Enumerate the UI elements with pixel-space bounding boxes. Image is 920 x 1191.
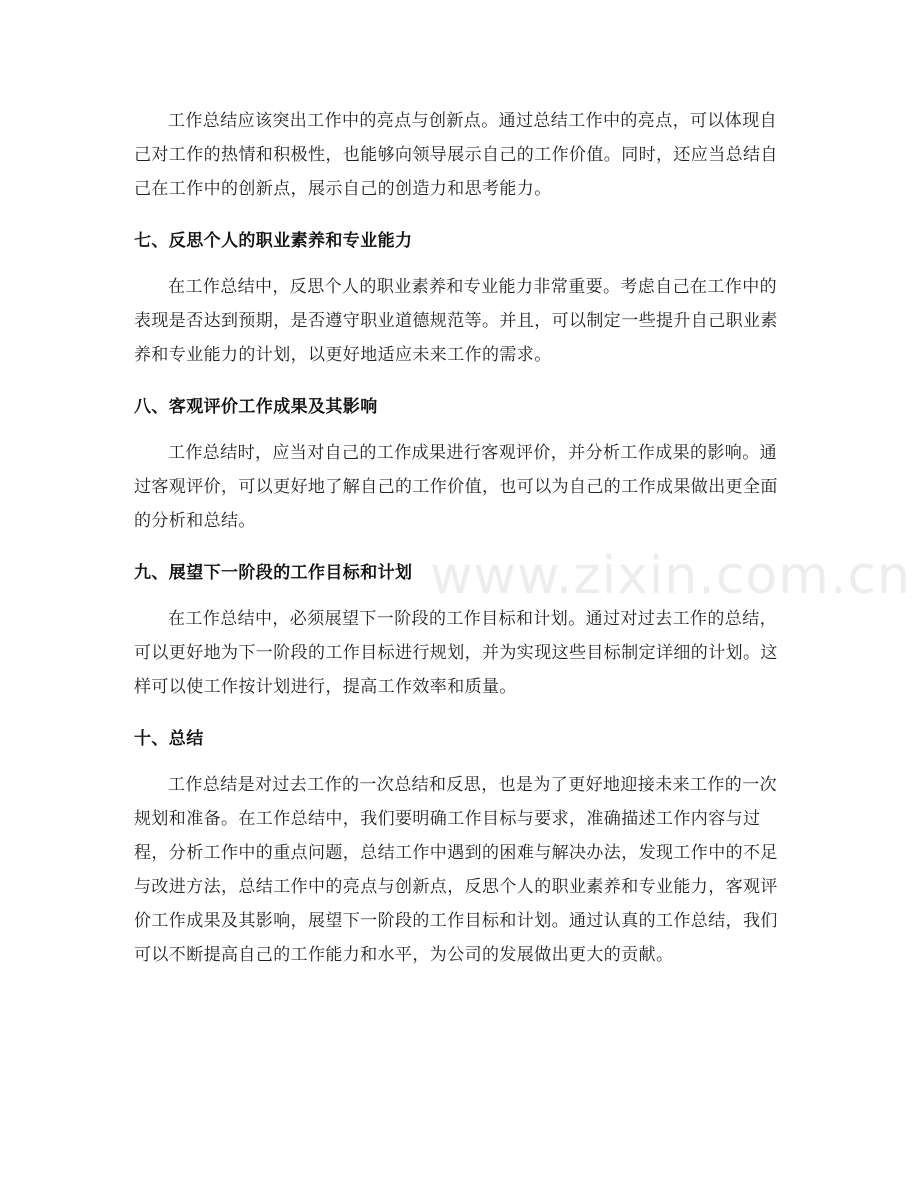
- section-heading: 十、总结: [134, 729, 204, 749]
- section-body: 工作总结时，应当对自己的工作成果进行客观评价，并分析工作成果的影响。通过客观评价，可以更好地了解自己的工作价值，也可以为自己的工作成果做出更全面的分析和总结。: [134, 443, 778, 531]
- section-body: 工作总结是对过去工作的一次总结和反思，也是为了更好地迎接未来工作的一次规划和准备。在工作总结中，我们要明确工作目标与要求，准确描述工作内容与过程，分析工作中的重点问题，总结工作中遇到的困难与解决办法，发现工作中的不足与改进方法，总结工作中的亮点与创新点，反思个人的职业素养和专业能力，客观评价工作成果及其影响，展望下一阶段的工作目标和计划。通过认真的工作总结，我们可以不断提高自己的工作能力和水平，为公司的发展做出更大的贡献。: [134, 775, 778, 965]
- section-body: 在工作总结中，反思个人的职业素养和专业能力非常重要。考虑自己在工作中的表现是否达到预期，是否遵守职业道德规范等。并且，可以制定一些提升自己职业素养和专业能力的计划，以更好地适应未来工作的需求。: [134, 277, 778, 365]
- section-8: [134, 394, 786, 538]
- section-heading: 七、反思个人的职业素养和专业能力: [134, 231, 413, 251]
- section-heading: 八、客观评价工作成果及其影响: [134, 397, 378, 417]
- section-heading: 九、展望下一阶段的工作目标和计划: [134, 563, 413, 583]
- intro-paragraph: 工作总结应该突出工作中的亮点与创新点。通过总结工作中的亮点，可以体现自己对工作的热情和积极性，也能够向领导展示自己的工作价值。同时，还应当总结自己在工作中的创新点，展示自己的创造力和思考能力。: [134, 111, 778, 199]
- document-page: [134, 104, 786, 994]
- section-9: [134, 560, 786, 704]
- section-body: 在工作总结中，必须展望下一阶段的工作目标和计划。通过对过去工作的总结，可以更好地为下一阶段的工作目标进行规划，并为实现这些目标制定详细的计划。这样可以使工作按计划进行，提高工作效率和质量。: [134, 609, 778, 697]
- watermark: www.zixin.com.cn: [430, 546, 911, 606]
- section-7: [134, 228, 786, 372]
- section-10: [134, 726, 786, 972]
